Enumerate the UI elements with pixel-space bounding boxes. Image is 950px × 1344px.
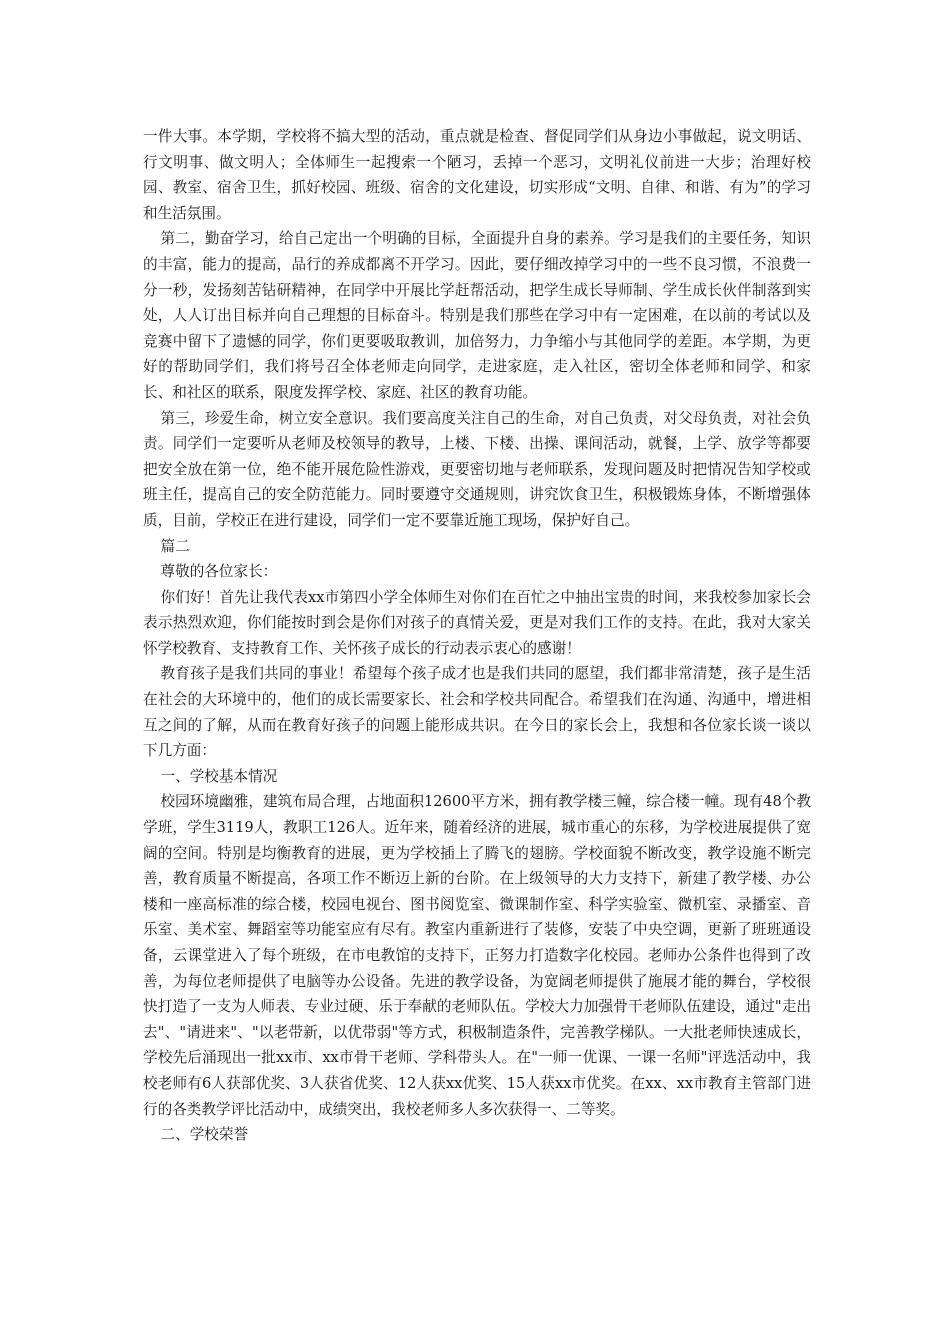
paragraph-education-intro: 教育孩子是我们共同的事业！希望每个孩子成才也是我们共同的愿望，我们都非常清楚，孩子是生活在社会的大环境中的，他们的成长需要家长、社会和学校共同配合。希望我们在沟通、沟通中，增进相互之间的了解，从而在教育好孩子的问题上能形成共识。在今日的家长会上，我想和各位家长谈一谈以下几方面： xyxy=(143,665,811,760)
document-body xyxy=(143,124,811,1148)
paragraph-school-overview: 校园环境幽雅，建筑布局合理，占地面积12600平方米，拥有教学楼三幢，综合楼一幢。现有48个教学班，学生3119人，教职工126人。近年来，随着经济的进展，城市重心的东移，为学校进展提供了宽阔的空间。特别是均衡教育的进展，更为学校插上了腾飞的翅膀。学校面貌不断改变，教学设施不断完善，教育质量不断提高，各项工作不断迈上新的台阶。在上级领导的大力支持下，新建了教学楼、办公楼和一座高标准的综合楼，校园电视台、图书阅览室、微课制作室、科学实验室、微机室、录播室、音乐室、美术室、舞蹈室等功能室应有尽有。教室内重新进行了装修，安装了中央空调，更新了班班通设备，云课堂进入了每个班级，在市电教馆的支持下，正努力打造数字化校园。老师办公条件也得到了改善，为每位老师提供了电脑等办公设备。先进的教学设备，为宽阔老师提供了施展才能的舞台，学校很快打造了一支为人师表、专业过硬、乐于奉献的老师队伍。学校大力加强骨干老师队伍建设，通过"走出去"、"请进来"、"以老带新，以优带弱"等方式，积极制造条件，完善教学梯队。一大批老师快速成长，学校先后涌现出一批xx市、xx市骨干老师、学科带头人。在"一师一优课、一课一名师"评选活动中，我校老师有6人获部优奖、3人获省优奖、12人获xx优奖、15人获xx市优奖。在xx、xx市教育主管部门进行的各类教学评比活动中，成绩突出，我校老师多人多次获得一、二等奖。 xyxy=(143,793,811,1118)
paragraph-continuation: 一件大事。本学期，学校将不搞大型的活动，重点就是检查、督促同学们从身边小事做起，说文明话、行文明事、做文明人；全体师生一起搜索一个陋习，丢掉一个恶习，文明礼仪前进一大步；治理好校园、教室、宿舍卫生，抓好校园、班级、宿舍的文化建设，切实形成“文明、自律、和谐、有为”的学习和生活氛围。 xyxy=(143,128,811,222)
salutation: 尊敬的各位家长： xyxy=(160,563,278,581)
paragraph-greeting: 你们好！首先让我代表xx市第四小学全体师生对你们在百忙之中抽出宝贵的时间，来我校参加家长会表示热烈欢迎，你们能按时到会是你们对孩子的真情关爱，更是对我们工作的支持。在此，我对大家关怀学校教育、支持教育工作、关怀孩子成长的行动表示衷心的感谢！ xyxy=(143,588,811,657)
subheading-school-honors: 二、学校荣誉 xyxy=(160,1126,249,1144)
subheading-school-overview: 一、学校基本情况 xyxy=(160,767,278,785)
paragraph-third-point: 第三，珍爱生命，树立安全意识。我们要高度关注自己的生命，对自己负责，对父母负责，对社会负责。同学们一定要听从老师及校领导的教导，上楼、下楼、出操、课间活动，就餐，上学、放学等都要把安全放在第一位，绝不能开展危险性游戏，更要密切地与老师联系，发现问题及时把情况告知学校或班主任，提高自己的安全防范能力。同时要遵守交通规则，讲究饮食卫生，积极锻炼身体，不断增强体质，目前，学校正在进行建设，同学们一定不要靠近施工现场，保护好自己。 xyxy=(143,409,811,529)
paragraph-second-point: 第二，勤奋学习，给自己定出一个明确的目标，全面提升自身的素养。学习是我们的主要任务，知识的丰富，能力的提高，品行的养成都离不开学习。因此，要仔细改掉学习中的一些不良习惯，不浪费一分一秒，发扬刻苦钻研精神，在同学中开展比学赶帮活动，把学生成长导师制、学生成长伙伴制落到实处，人人订出目标并向自己理想的目标奋斗。特别是我们那些在学习中有一定困难，在以前的考试以及竞赛中留下了遗憾的同学，你们更要吸取教训，加倍努力，力争缩小与其他同学的差距。本学期，为更好的帮助同学们，我们将号召全体老师走向同学，走进家庭，走入社区，密切全体老师和同学、和家长、和社区的联系，限度发挥学校、家庭、社区的教育功能。 xyxy=(143,230,811,401)
section-heading-part-two: 篇二 xyxy=(160,537,190,555)
